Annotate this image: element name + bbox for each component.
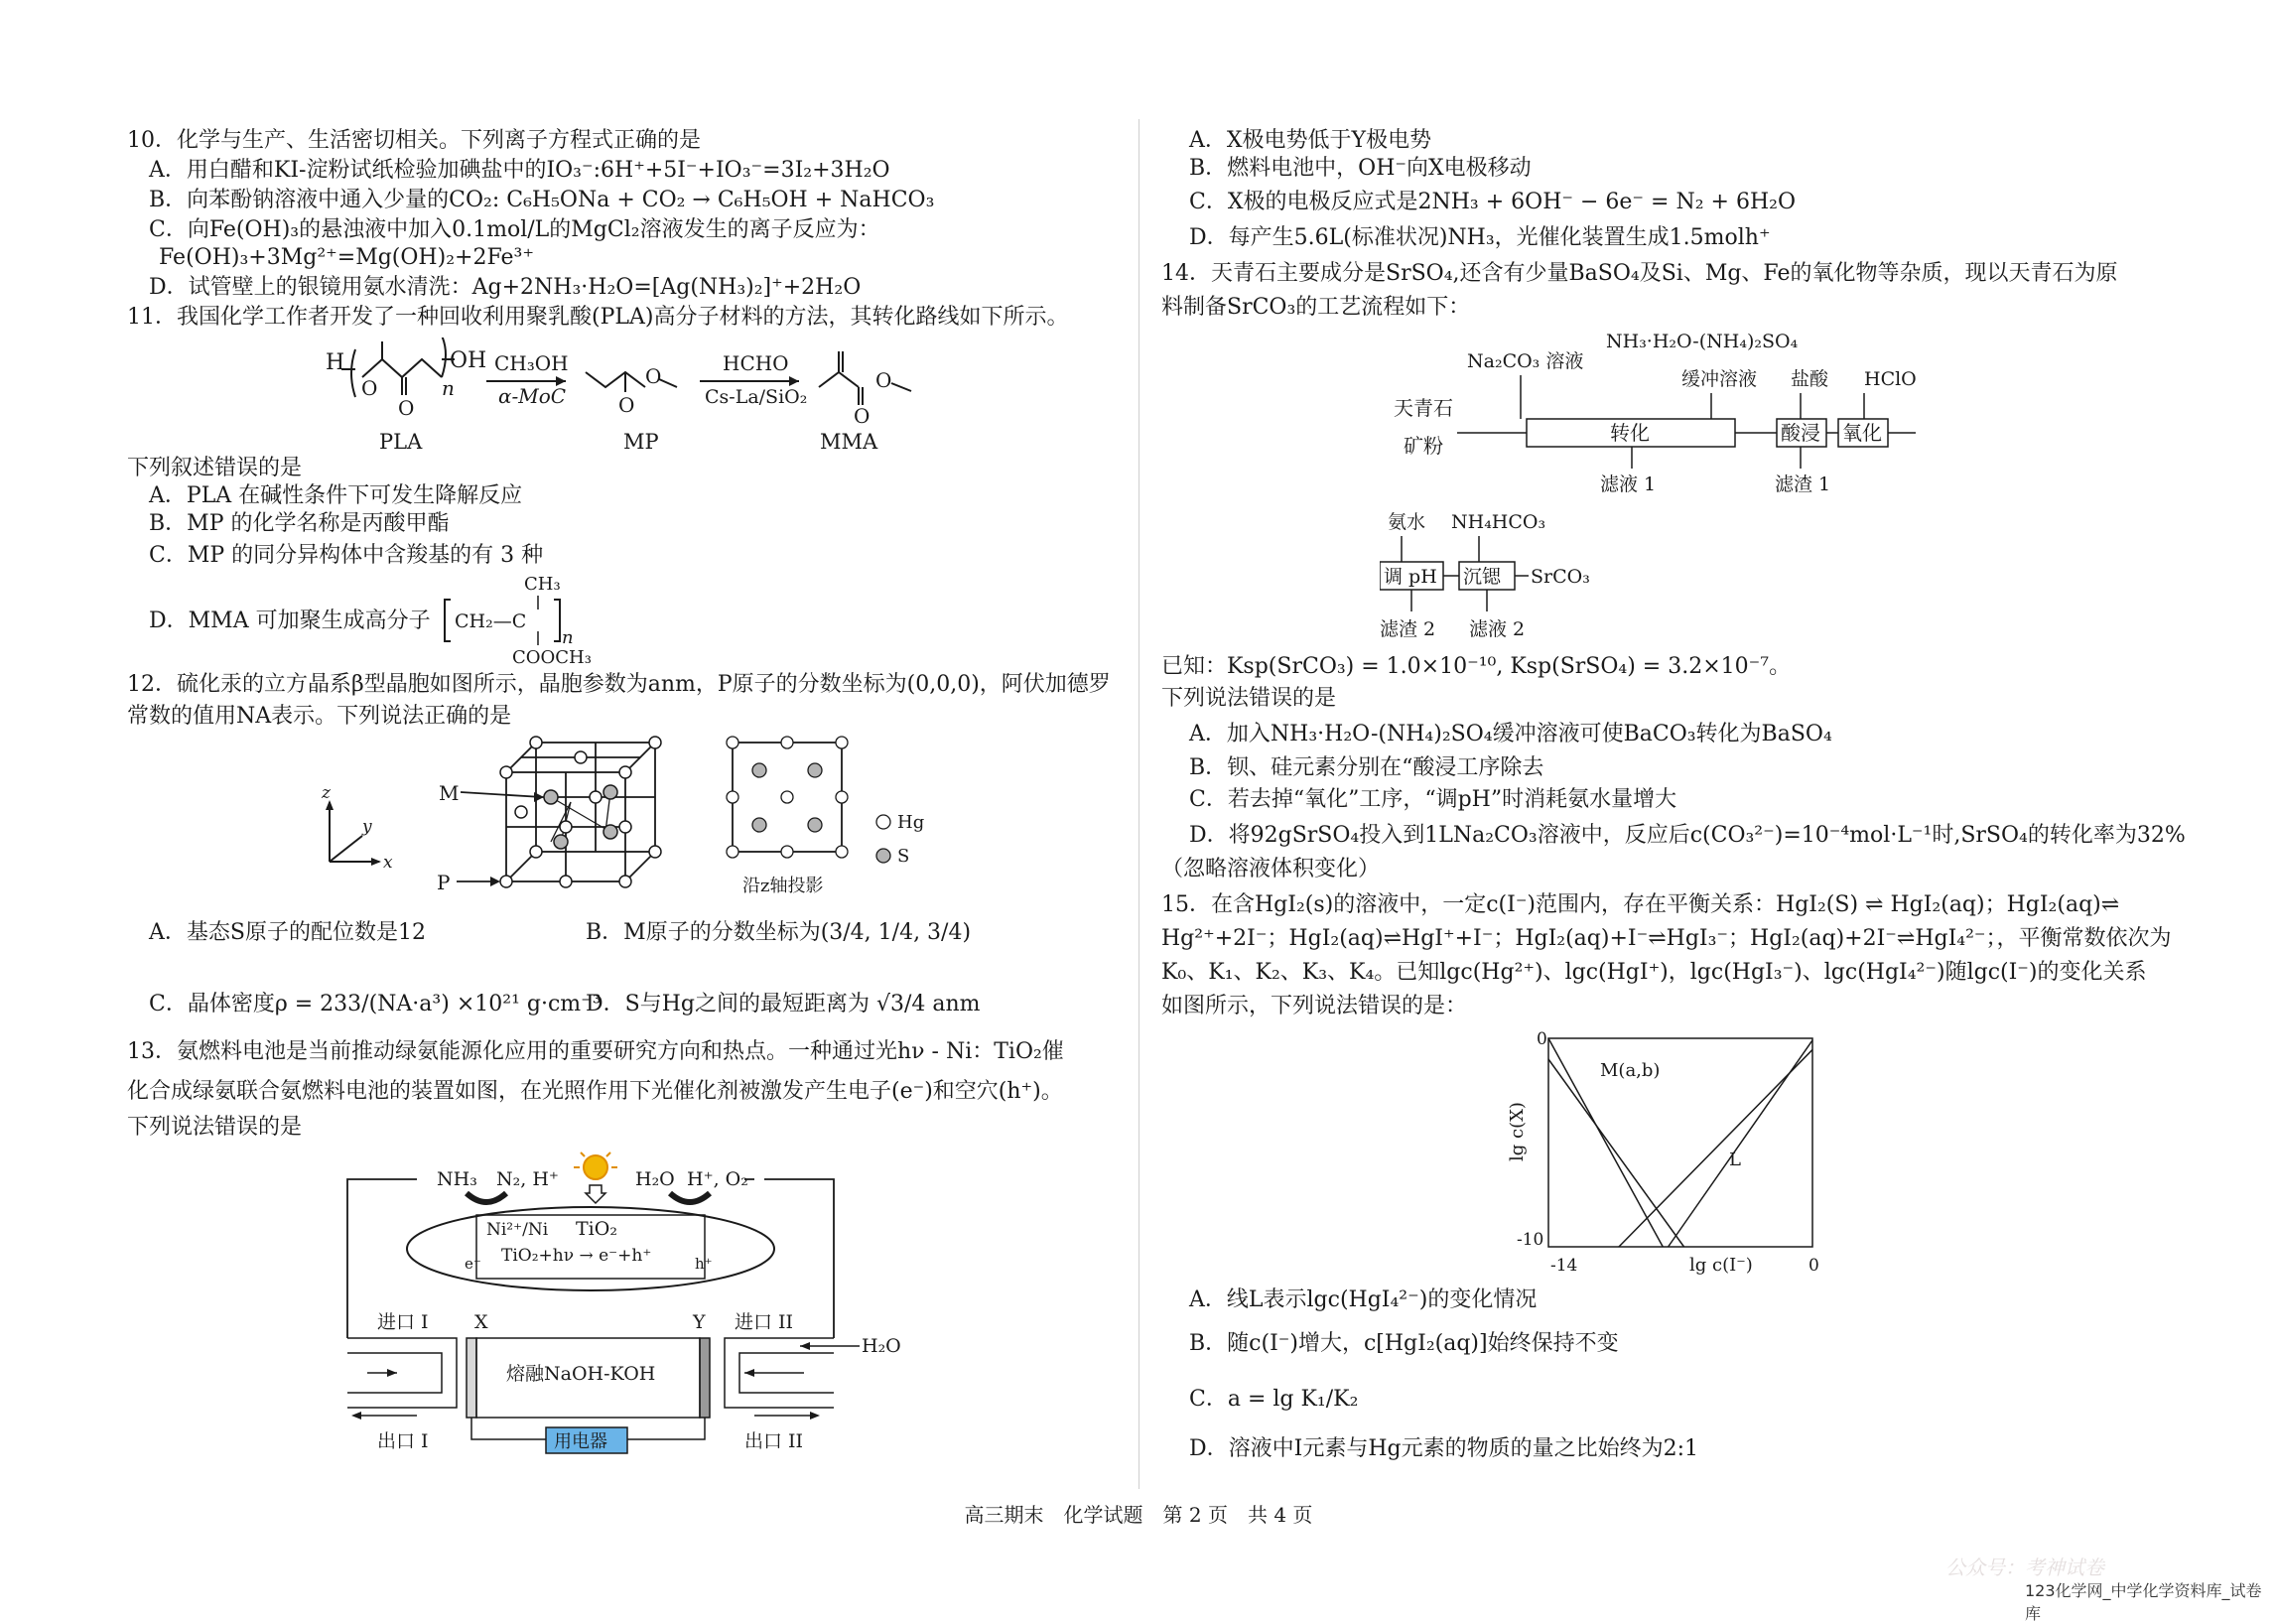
- q13-stem-line3: 下列说法错误的是: [127, 1115, 303, 1140]
- q11-reagent-2: HCHO: [723, 351, 789, 375]
- q11-prompt: 下列叙述错误的是: [127, 456, 303, 480]
- load-device-label: 用电器: [554, 1431, 607, 1452]
- q13-stem-line2: 化合成绿氨联合氨燃料电池的装置如图，在光照作用下光催化剂被激发产生电子(e⁻)和空穴(h⁺)。: [127, 1079, 1063, 1104]
- buffer-label: 缓冲溶液: [1681, 368, 1758, 390]
- q11-reaction-scheme: [318, 338, 933, 462]
- q15-stem-line1: 15．在含HgI₂(s)的溶液中，一定c(I⁻)范围内，存在平衡关系：HgI₂(S) ⇌ HgI₂(aq)；HgI₂(aq)⇌: [1161, 892, 2120, 917]
- polymer-cooch3: COOCH₃: [512, 647, 592, 668]
- step-convert: 转化: [1610, 421, 1650, 445]
- label-pla: PLA: [379, 430, 423, 454]
- x-electrode: [467, 1338, 476, 1418]
- buffer-formula: NH₃·H₂O-(NH₄)₂SO₄: [1606, 331, 1799, 352]
- n2-h-label: N₂, H⁺: [496, 1168, 559, 1190]
- mma-carbonyl-o: O: [854, 404, 871, 428]
- polymer-ch3: CH₃: [524, 574, 561, 595]
- polymer-n: n: [562, 627, 574, 648]
- nh3-label: NH₃: [437, 1168, 477, 1190]
- q12-option-b: B．M原子的分数坐标为(3/4, 1/4, 3/4): [586, 920, 972, 945]
- z-projection: [727, 737, 848, 896]
- mp-ester-o: O: [645, 364, 662, 388]
- hcl-label: 盐酸: [1791, 368, 1829, 390]
- q15-stem-line3: K₀、K₁、K₂、K₃、K₄。已知lgc(Hg²⁺)、lgc(HgI⁺)，lgc(HgI₃⁻)、lgc(HgI₄²⁻)随lgc(I⁻)的变化关系: [1161, 960, 2147, 985]
- q14-option-d: D．将92gSrSO₄投入到1LNa₂CO₃溶液中，反应后c(CO₃²⁻)=10⁻⁴mol·L⁻¹时,SrSO₄的转化率为32%: [1189, 823, 2186, 848]
- legend-s: S: [897, 846, 910, 867]
- q14-option-b: B．钡、硅元素分别在“酸浸工序除去: [1189, 755, 1544, 780]
- legend-hg: Hg: [897, 812, 925, 833]
- q13-option-b: B．燃料电池中，OH⁻向X电极移动: [1189, 156, 1532, 181]
- q11-option-b: B．MP 的化学名称是丙酸甲酯: [149, 511, 450, 536]
- outlet-1-label: 出口 I: [377, 1430, 429, 1452]
- q12-option-a: A．基态S原子的配位数是12: [149, 920, 426, 945]
- h2o-top-label: H₂O: [635, 1168, 675, 1190]
- electrolyte-label: 熔融NaOH-KOH: [506, 1363, 656, 1385]
- page-footer: 高三期末 化学试题 第 2 页 共 4 页: [964, 1503, 1313, 1527]
- projection-caption: 沿z轴投影: [742, 876, 824, 896]
- q12-stem-line1: 12．硫化汞的立方晶系β型晶胞如图所示，晶胞参数为anm，P原子的分数坐标为(0,0,0)，阿伏加德罗: [127, 672, 1111, 697]
- q11-option-a: A．PLA 在碱性条件下可发生降解反应: [149, 483, 523, 508]
- q13-option-a: A．X极电势低于Y极电势: [1189, 128, 1432, 153]
- ni-label: Ni²⁺/Ni: [486, 1220, 549, 1240]
- q14-stem-line1: 14．天青石主要成分是SrSO₄,还含有少量BaSO₄及Si、Mg、Fe的氧化物等杂质，现以天青石为原: [1161, 261, 2118, 286]
- q13-device-figure: [337, 1150, 933, 1467]
- na2co3-label: Na₂CO₃ 溶液: [1467, 350, 1584, 372]
- legend-s-marker: [876, 849, 890, 863]
- y-electrode-label: Y: [693, 1311, 706, 1333]
- h2o-right-label: H₂O: [862, 1335, 901, 1357]
- q11-catalyst-2: Cs-La/SiO₂: [705, 386, 808, 408]
- filtrate-1-label: 滤液 1: [1600, 474, 1657, 495]
- q10-option-c-equation: Fe(OH)₃+3Mg²⁺=Mg(OH)₂+2Fe³⁺: [159, 245, 534, 270]
- q12-crystal-figure: [308, 733, 963, 901]
- electron-label: e⁻: [465, 1255, 481, 1273]
- photo-equation: TiO₂+hν → e⁻+h⁺: [501, 1246, 652, 1266]
- hclo-label: HClO: [1864, 368, 1917, 390]
- q15-option-d: D．溶液中I元素与Hg元素的物质的量之比始终为2:1: [1189, 1436, 1699, 1461]
- inlet-2-label: 进口 II: [735, 1311, 794, 1333]
- ore-label-2: 矿粉: [1404, 434, 1443, 458]
- q14-prompt: 下列说法错误的是: [1161, 686, 1337, 711]
- q11-stem: 11．我国化学工作者开发了一种回收利用聚乳酸(PLA)高分子材料的方法，其转化路线如下所示。: [127, 305, 1069, 330]
- q11-polymer-structure: [435, 570, 633, 669]
- axis-y-label: y: [362, 817, 372, 837]
- axis-icon: [321, 783, 393, 873]
- h-o2-label: H⁺, O₂: [687, 1168, 748, 1190]
- ore-label-1: 天青石: [1394, 396, 1453, 420]
- q15-option-a: A．线L表示lgc(HgI₄²⁻)的变化情况: [1189, 1287, 1538, 1312]
- pla-o-label: O: [361, 376, 378, 400]
- q14-option-c: C．若去掉“氧化”工序，“调pH”时消耗氨水量增大: [1189, 787, 1677, 812]
- q10-option-c: C．向Fe(OH)₃的悬浊液中加入0.1mol/L的MgCl₂溶液发生的离子反应为：: [149, 217, 880, 242]
- label-mp: MP: [623, 430, 659, 454]
- legend-hg-marker: [876, 815, 890, 829]
- q13-stem-line1: 13．氨燃料电池是当前推动绿氨能源化应用的重要研究方向和热点。一种通过光hν - Ni：TiO₂催: [127, 1039, 1064, 1064]
- q14-flowchart: [1380, 324, 1995, 651]
- step-oxidize: 氧化: [1842, 421, 1882, 445]
- q14-option-a: A．加入NH₃·H₂O-(NH₄)₂SO₄缓冲溶液可使BaCO₃转化为BaSO₄: [1189, 722, 1832, 746]
- step-acid-leach: 酸浸: [1781, 421, 1820, 445]
- q10-option-d: D．试管壁上的银镜用氨水清洗：Ag+2NH₃·H₂O=[Ag(NH₃)₂]⁺+2H₂O: [149, 275, 862, 300]
- inlet-1-label: 进口 I: [377, 1311, 429, 1333]
- filtrate-2-label: 滤液 2: [1469, 618, 1526, 640]
- y-electrode: [700, 1338, 710, 1418]
- tick-label-x-14: -14: [1550, 1256, 1578, 1276]
- y-axis-label: lg c(X): [1507, 1102, 1528, 1161]
- tio2-label: TiO₂: [576, 1218, 617, 1240]
- residue-1-label: 滤渣 1: [1775, 474, 1831, 495]
- q15-option-b: B．随c(I⁻)增大，c[HgI₂(aq)]始终保持不变: [1189, 1331, 1619, 1356]
- step-adjust-ph: 调 pH: [1384, 566, 1437, 588]
- x-electrode-label: X: [474, 1311, 488, 1333]
- sun-icon: [574, 1150, 617, 1203]
- tick-label-y-10: -10: [1517, 1230, 1544, 1250]
- pla-oh-label: OH: [450, 348, 487, 373]
- q11-option-d: D．MMA 可加聚生成高分子: [149, 609, 431, 633]
- q12-stem-line2: 常数的值用NA表示。下列说法正确的是: [127, 704, 512, 729]
- annotation-m: M(a,b): [1600, 1060, 1661, 1081]
- q14-stem-line2: 料制备SrCO₃的工艺流程如下：: [1161, 295, 1471, 320]
- site-tag: 123化学网_中学化学资料库_试卷库: [2025, 1581, 2262, 1623]
- pla-h-label: H: [326, 350, 345, 375]
- series-line-1: [1548, 1059, 1684, 1247]
- q10-option-b: B．向苯酚钠溶液中通入少量的CO₂: C₆H₅ONa + CO₂ → C₆H₅OH + NaHCO₃: [149, 188, 935, 212]
- hole-label: h⁺: [695, 1255, 713, 1273]
- q14-known: 已知：Ksp(SrCO₃) = 1.0×10⁻¹⁰, Ksp(SrSO₄) = 3.2×10⁻⁷。: [1161, 654, 1792, 679]
- watermark: 公众号：考神试卷: [1945, 1556, 2104, 1579]
- axis-x-label: x: [383, 853, 393, 873]
- nh4hco3-label: NH₄HCO₃: [1451, 511, 1546, 533]
- q13-option-d: D．每产生5.6L(标准状况)NH₃，光催化装置生成1.5molh⁺: [1189, 225, 1771, 250]
- q12-option-d: D．S与Hg之间的最短距离为 √3/4 anm: [586, 992, 981, 1016]
- q15-stem-line4: 如图所示，下列说法错误的是：: [1161, 994, 1468, 1018]
- q14-option-d-note: （忽略溶液体积变化）: [1161, 857, 1381, 881]
- pla-n-label: n: [442, 376, 455, 400]
- mp-carbonyl-o: O: [618, 393, 635, 417]
- step-precipitate: 沉锶: [1463, 566, 1502, 588]
- q12-option-c: C．晶体密度ρ = 233/(NA·a³) ×10²¹ g·cm⁻³: [149, 992, 602, 1016]
- label-m: M: [439, 781, 460, 805]
- tick-label-y0: 0: [1537, 1029, 1547, 1049]
- q10-option-a: A．用白醋和KI-淀粉试纸检验加碘盐中的IO₃⁻:6H⁺+5I⁻+IO₃⁻=3I₂+3H₂O: [149, 158, 890, 183]
- label-mma: MMA: [820, 430, 878, 454]
- column-divider: [1138, 119, 1139, 1489]
- q11-option-c: C．MP 的同分异构体中含羧基的有 3 种: [149, 543, 544, 568]
- residue-2-label: 滤渣 2: [1380, 618, 1436, 640]
- q11-catalyst-1: α-MoC: [498, 384, 567, 408]
- q15-chart: [1479, 1022, 1836, 1281]
- series-line-4: [1669, 1040, 1812, 1247]
- q10-stem: 10．化学与生产、生活密切相关。下列离子方程式正确的是: [127, 128, 701, 153]
- pla-carbonyl-o: O: [398, 396, 415, 420]
- q11-reagent-1: CH₃OH: [494, 351, 569, 375]
- q15-option-c: C．a = lg K₁/K₂: [1189, 1387, 1359, 1412]
- mma-ester-o: O: [875, 368, 892, 392]
- plot-frame: [1548, 1038, 1812, 1247]
- label-p: P: [437, 871, 451, 894]
- outlet-2-label: 出口 II: [744, 1430, 804, 1452]
- x-axis-label: lg c(I⁻): [1689, 1255, 1753, 1276]
- annotation-l: L: [1729, 1150, 1741, 1170]
- q15-stem-line2: Hg²⁺+2I⁻；HgI₂(aq)⇌HgI⁺+I⁻；HgI₂(aq)+I⁻⇌HgI₃⁻；HgI₂(aq)+2I⁻⇌HgI₄²⁻；，平衡常数依次为: [1161, 926, 2172, 951]
- q13-option-c: C．X极的电极反应式是2NH₃ + 6OH⁻ − 6e⁻ = N₂ + 6H₂O: [1189, 190, 1796, 214]
- srco3-product: SrCO₃: [1531, 566, 1590, 588]
- tick-label-x0: 0: [1808, 1256, 1819, 1276]
- ammonia-label: 氨水: [1388, 511, 1426, 533]
- polymer-chain: CH₂—C: [455, 610, 527, 632]
- axis-z-label: z: [322, 783, 331, 803]
